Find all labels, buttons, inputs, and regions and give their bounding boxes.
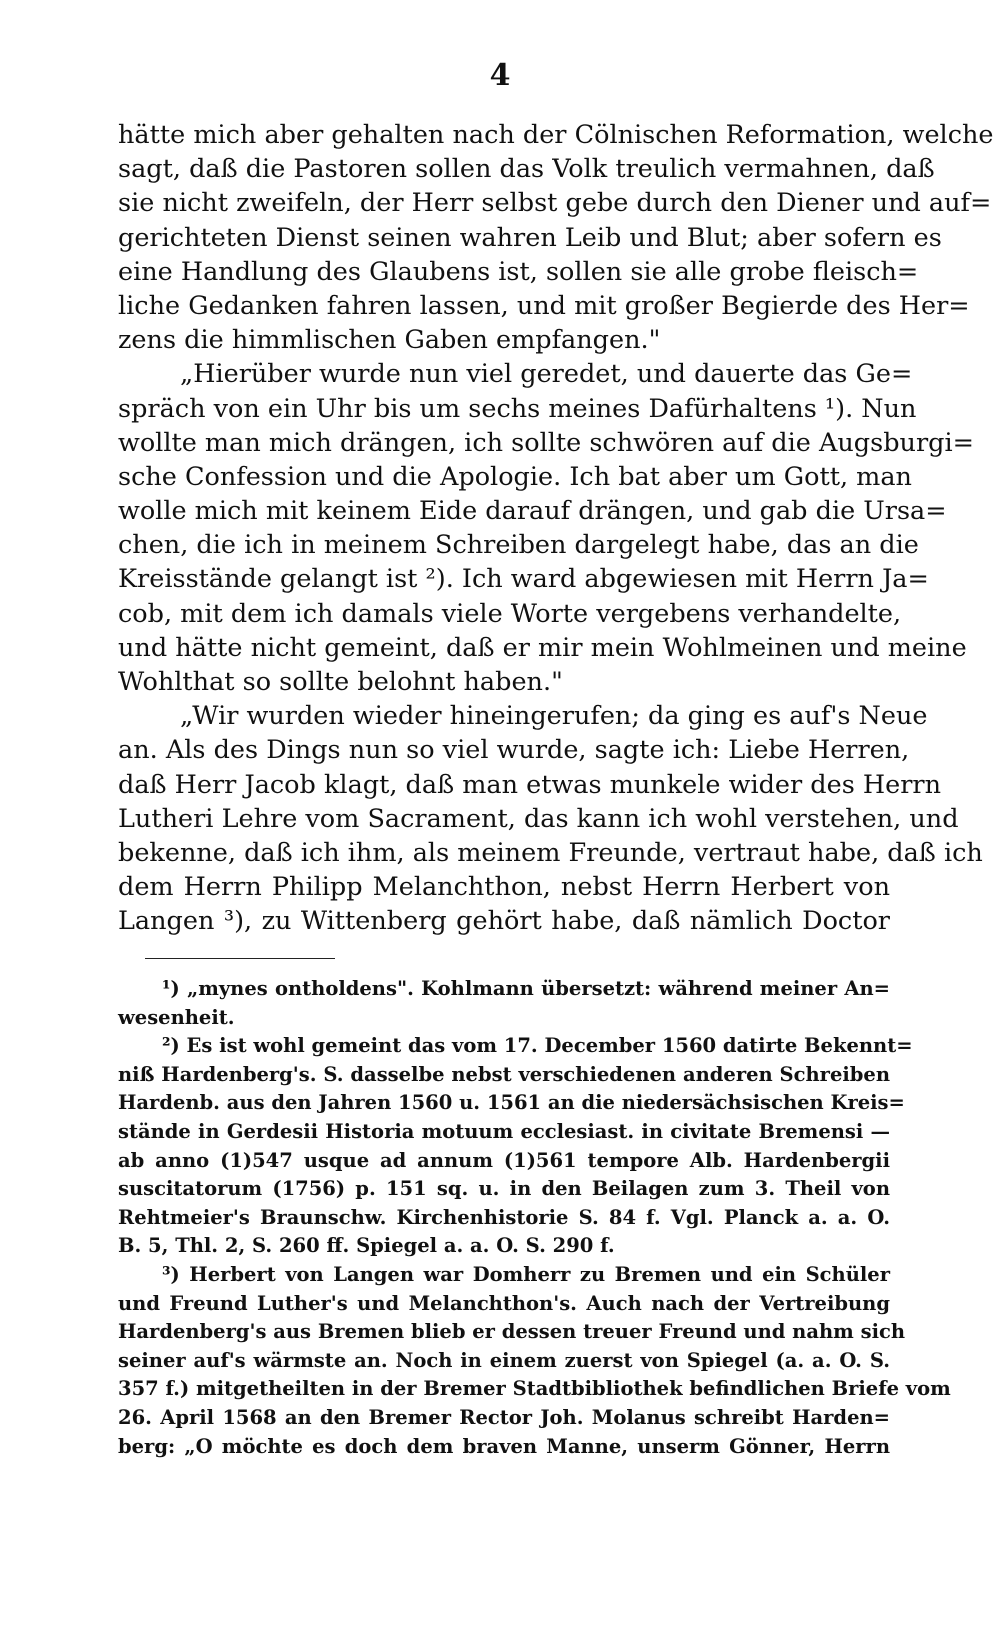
text-line: sie nicht zweifeln, der Herr selbst gebe durch den Diener und auf= — [118, 188, 992, 219]
footnote-line: B. 5, Thl. 2, S. 260 ff. Spiegel a. a. O. S. 290 f. — [118, 1234, 615, 1258]
footnote-line: Hardenb. aus den Jahren 1560 u. 1561 an die niedersächsischen Kreis= — [118, 1091, 905, 1115]
footnote-line: suscitatorum (1756) p. 151 sq. u. in den Beilagen zum 3. Theil von — [118, 1177, 890, 1201]
footnote-line: berg: „O möchte es doch dem braven Manne, unserm Gönner, Herrn — [118, 1434, 890, 1458]
text-line: zens die himmlischen Gaben empfangen." — [118, 325, 661, 356]
main-text — [118, 118, 994, 939]
footnote-line: 26. April 1568 an den Bremer Rector Joh. Molanus schreibt Harden= — [118, 1405, 890, 1429]
text-line: Kreisstände gelangt ist ²). Ich ward abgewiesen mit Herrn Ja= — [118, 564, 929, 595]
text-line: „Hierüber wurde nun viel geredet, und dauerte das Ge= — [180, 359, 913, 390]
text-line: sche Confession und die Apologie. Ich bat aber um Gott, man — [118, 461, 912, 492]
text-line: spräch von ein Uhr bis um sechs meines Dafürhaltens ¹). Nun — [118, 393, 917, 424]
text-line: sagt, daß die Pastoren sollen das Volk treulich vermahnen, daß — [118, 154, 935, 185]
text-line: „Wir wurden wieder hineingerufen; da ging es auf's Neue — [180, 701, 928, 732]
text-line: eine Handlung des Glaubens ist, sollen sie alle grobe fleisch= — [118, 256, 919, 287]
footnote-line: ²) Es ist wohl gemeint das vom 17. December 1560 datirte Bekennt= — [162, 1034, 913, 1058]
footnote-line: 357 f.) mitgetheilten in der Bremer Stadtbibliothek befindlichen Briefe vom — [118, 1377, 951, 1401]
footnotes — [118, 975, 951, 1461]
page-number: 4 — [489, 58, 511, 93]
text-line: liche Gedanken fahren lassen, und mit großer Begierde des Her= — [118, 290, 970, 321]
text-line: Lutheri Lehre vom Sacrament, das kann ich wohl verstehen, und — [118, 803, 959, 834]
footnote-line: und Freund Luther's und Melanchthon's. Auch nach der Vertreibung — [118, 1291, 890, 1315]
text-line: wollte man mich drängen, ich sollte schwören auf die Augsburgi= — [118, 427, 974, 458]
text-line: Wohlthat so sollte belohnt haben." — [118, 667, 563, 697]
footnote-line: ¹) „mynes ontholdens". Kohlmann übersetzt: während meiner An= — [162, 977, 890, 1000]
footnote-line: niß Hardenberg's. S. dasselbe nebst verschiedenen anderen Schreiben — [118, 1062, 890, 1086]
footnote-line: Hardenberg's aus Bremen blieb er dessen treuer Freund und nahm sich — [118, 1320, 906, 1344]
footnote-line: wesenheit. — [118, 1005, 235, 1029]
footnote-divider — [145, 958, 335, 959]
text-line: chen, die ich in meinem Schreiben dargelegt habe, das an die — [118, 530, 919, 561]
footnote-line: Rehtmeier's Braunschw. Kirchenhistorie S. 84 f. Vgl. Planck a. a. O. — [118, 1205, 890, 1229]
text-line: hätte mich aber gehalten nach der Cölnischen Reformation, welche — [118, 120, 994, 150]
text-line: wolle mich mit keinem Eide darauf drängen, und gab die Ursa= — [118, 496, 947, 527]
text-line: daß Herr Jacob klagt, daß man etwas munkele wider des Herrn — [118, 769, 942, 800]
text-line: Langen ³), zu Wittenberg gehört habe, daß nämlich Doctor — [118, 906, 890, 937]
footnote-line: ab anno (1)547 usque ad annum (1)561 tempore Alb. Hardenbergii — [118, 1148, 890, 1172]
text-line: gerichteten Dienst seinen wahren Leib und Blut; aber sofern es — [118, 222, 942, 253]
text-line: bekenne, daß ich ihm, als meinem Freunde, vertraut habe, daß ich — [118, 837, 983, 868]
footnote-line: ³) Herbert von Langen war Domherr zu Bremen und ein Schüler — [162, 1262, 890, 1286]
text-line: und hätte nicht gemeint, daß er mir mein Wohlmeinen und meine — [118, 632, 967, 663]
text-line: cob, mit dem ich damals viele Worte vergebens verhandelte, — [118, 598, 902, 629]
footnote-line: seiner auf's wärmste an. Noch in einem zuerst von Spiegel (a. a. O. S. — [118, 1348, 890, 1372]
footnote-line: stände in Gerdesii Historia motuum ecclesiast. in civitate Bremensi — — [118, 1119, 890, 1143]
text-line: an. Als des Dings nun so viel wurde, sagte ich: Liebe Herren, — [118, 735, 910, 766]
text-line: dem Herrn Philipp Melanchthon, nebst Herrn Herbert von — [118, 872, 890, 903]
